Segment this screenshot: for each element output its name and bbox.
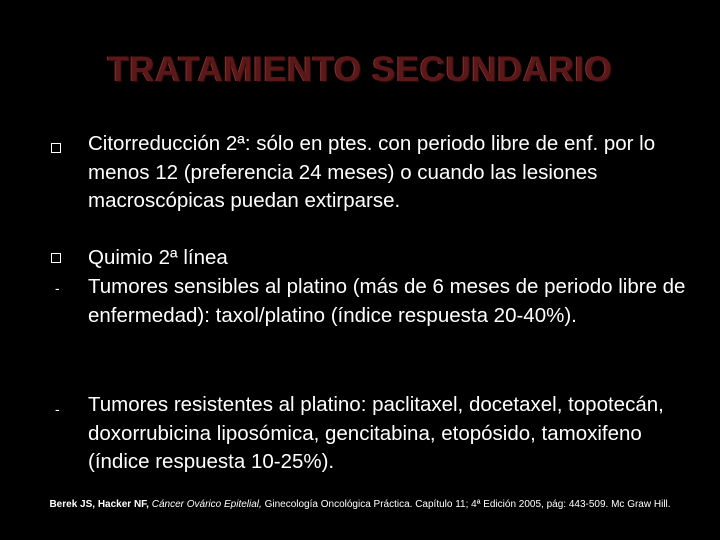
bullet-text: Quimio 2ª línea <box>88 246 228 269</box>
slide-title: TRATAMIENTO SECUNDARIO <box>107 50 613 89</box>
bullet-text: Tumores sensibles al platino (más de 6 meses de periodo libre de enfermedad): taxol/platino (índice respuesta 20-40%). <box>88 275 686 327</box>
bullet-text: Citorreducción 2ª: sólo en ptes. con periodo libre de enf. por lo menos 12 (preferencia 24 meses) o cuando las lesiones macroscópicas puedan extirparse. <box>88 132 656 212</box>
citation-rest: Ginecología Oncológica Práctica. Capítulo 11; 4ª Edición 2005, pág: 443-509. Mc Graw Hill. <box>264 499 671 510</box>
square-bullet-icon <box>51 143 61 153</box>
citation <box>20 497 700 513</box>
bullet-citorreduccion <box>88 130 698 216</box>
bullet-text: Tumores resistentes al platino: paclitaxel, docetaxel, topotecán, doxorrubicina liposómica, gencitabina, etopósido, tamoxifeno (índice respuesta 10-25%). <box>88 393 664 473</box>
square-bullet-icon <box>51 253 61 263</box>
bullet-quimio <box>88 244 698 273</box>
dash-bullet: - <box>55 401 60 417</box>
citation-book: Cáncer Ovárico Epitelial, <box>151 499 262 510</box>
sub-bullet-sensibles <box>88 273 698 330</box>
dash-bullet: - <box>55 280 60 296</box>
citation-authors: Berek JS, Hacker NF, <box>49 499 149 510</box>
sub-bullet-resistentes <box>88 391 698 477</box>
